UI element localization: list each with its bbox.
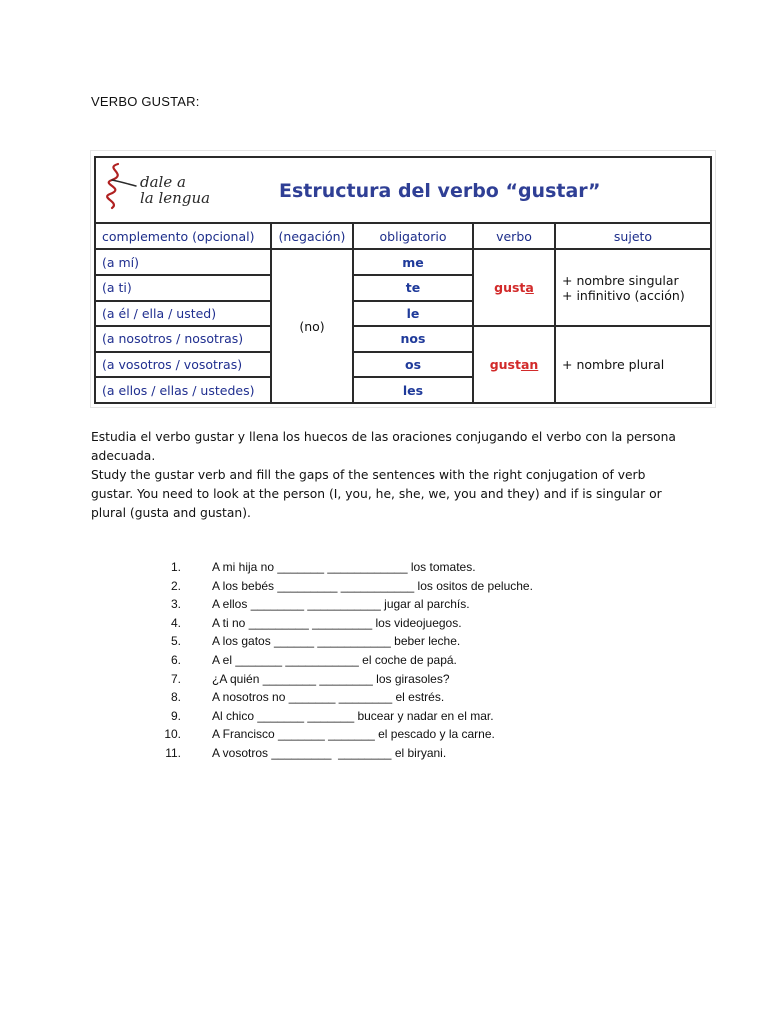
exercise-sentence: A nosotros no _______ ________ el estrés. xyxy=(212,690,445,705)
gustar-structure-table xyxy=(94,156,712,404)
verbo-plural-stem: gust xyxy=(489,357,521,373)
exercise-sentence: A vosotros _________ ________ el biryani. xyxy=(212,745,447,760)
complemento-cell: (a nosotros / nosotras) xyxy=(95,326,271,352)
verbo-plural-ending: an xyxy=(520,357,539,373)
verbo-singular-cell xyxy=(473,249,555,326)
exercise-number: 5. xyxy=(170,634,181,649)
exercise-item xyxy=(128,744,533,763)
dale-a-la-lengua-logo xyxy=(98,162,248,218)
exercise-item xyxy=(128,707,533,726)
exercise-sentence: A Francisco _______ _______ el pescado y la carne. xyxy=(212,727,495,742)
squiggle-logo-icon xyxy=(98,162,138,218)
instructions-english: Study the gustar verb and fill the gaps of the sentences with the right conjugation of verb gustar. You need to look at the person (I, you, he, she, we, you and they) and if is singular or plural (gusta and gustan). xyxy=(91,468,662,520)
exercise-number: 3. xyxy=(170,597,181,612)
exercise-sentence: A los gatos ______ ___________ beber leche. xyxy=(212,634,461,649)
exercise-item xyxy=(128,725,533,744)
column-header-verbo: verbo xyxy=(473,223,555,249)
complemento-cell: (a ellos / ellas / ustedes) xyxy=(95,377,271,403)
exercise-number: 1. xyxy=(170,560,181,574)
exercise-sentence: ¿A quién ________ ________ los girasoles? xyxy=(212,671,450,686)
exercise-number: 2. xyxy=(170,578,181,593)
obligatorio-cell: les xyxy=(353,377,473,403)
obligatorio-cell: me xyxy=(353,249,473,275)
obligatorio-cell: nos xyxy=(353,326,473,352)
exercise-item xyxy=(128,577,533,596)
exercise-item xyxy=(128,670,533,689)
column-header-complemento: complemento (opcional) xyxy=(95,223,271,249)
verbo-plural-cell xyxy=(473,326,555,403)
verbo-singular-ending: a xyxy=(525,280,534,296)
complemento-cell: (a ti) xyxy=(95,275,271,301)
exercise-sentence: A los bebés _________ ___________ los ositos de peluche. xyxy=(212,578,533,593)
exercise-number: 7. xyxy=(170,671,181,686)
exercise-number: 4. xyxy=(170,615,181,630)
exercise-sentence: Al chico _______ _______ bucear y nadar en el mar. xyxy=(212,708,494,723)
exercise-number: 9. xyxy=(170,708,181,723)
negacion-cell: (no) xyxy=(271,249,353,403)
exercise-number: 10. xyxy=(164,727,181,742)
exercise-number: 6. xyxy=(170,652,181,667)
sujeto-plural-cell: + nombre plural xyxy=(555,326,711,403)
gustar-structure-table-image xyxy=(90,150,716,408)
exercise-item xyxy=(128,632,533,651)
column-header-sujeto: sujeto xyxy=(555,223,711,249)
sujeto-singular-cell xyxy=(555,249,711,326)
exercise-sentence: A el _______ ___________ el coche de papá. xyxy=(212,652,457,667)
verbo-singular-stem: gust xyxy=(494,280,526,296)
exercise-item xyxy=(128,558,533,577)
exercise-number: 11. xyxy=(165,745,181,760)
complemento-cell: (a vosotros / vosotras) xyxy=(95,352,271,378)
exercise-sentence: A mi hija no _______ ____________ los tomates. xyxy=(212,560,476,574)
exercise-sentence: A ti no _________ _________ los videojuegos. xyxy=(212,615,462,630)
obligatorio-cell: te xyxy=(353,275,473,301)
exercise-sentence: A ellos ________ ___________ jugar al parchís. xyxy=(212,597,470,612)
sujeto-singular-line1: + nombre singular xyxy=(562,272,679,288)
obligatorio-cell: le xyxy=(353,301,473,327)
exercise-number: 8. xyxy=(170,690,181,705)
column-header-negacion: (negación) xyxy=(271,223,353,249)
complemento-cell: (a él / ella / usted) xyxy=(95,301,271,327)
exercise-list xyxy=(128,558,533,763)
exercise-item xyxy=(128,595,533,614)
instructions-spanish: Estudia el verbo gustar y llena los huecos de las oraciones conjugando el verbo con la persona adecuada. xyxy=(91,430,676,463)
logo-text-line1: dale a xyxy=(140,173,186,191)
logo-text-line2: la lengua xyxy=(140,189,211,207)
exercise-item xyxy=(128,614,533,633)
exercise-item xyxy=(128,688,533,707)
table-heading: Estructura del verbo “gustar” xyxy=(279,180,601,202)
sujeto-singular-line2: + infinitivo (acción) xyxy=(562,287,685,303)
obligatorio-cell: os xyxy=(353,352,473,378)
table-header-cell xyxy=(95,157,711,223)
logo-text xyxy=(140,174,210,206)
exercise-item xyxy=(128,651,533,670)
document-title: VERBO GUSTAR: xyxy=(91,94,200,109)
complemento-cell: (a mí) xyxy=(95,249,271,275)
column-header-obligatorio: obligatorio xyxy=(353,223,473,249)
